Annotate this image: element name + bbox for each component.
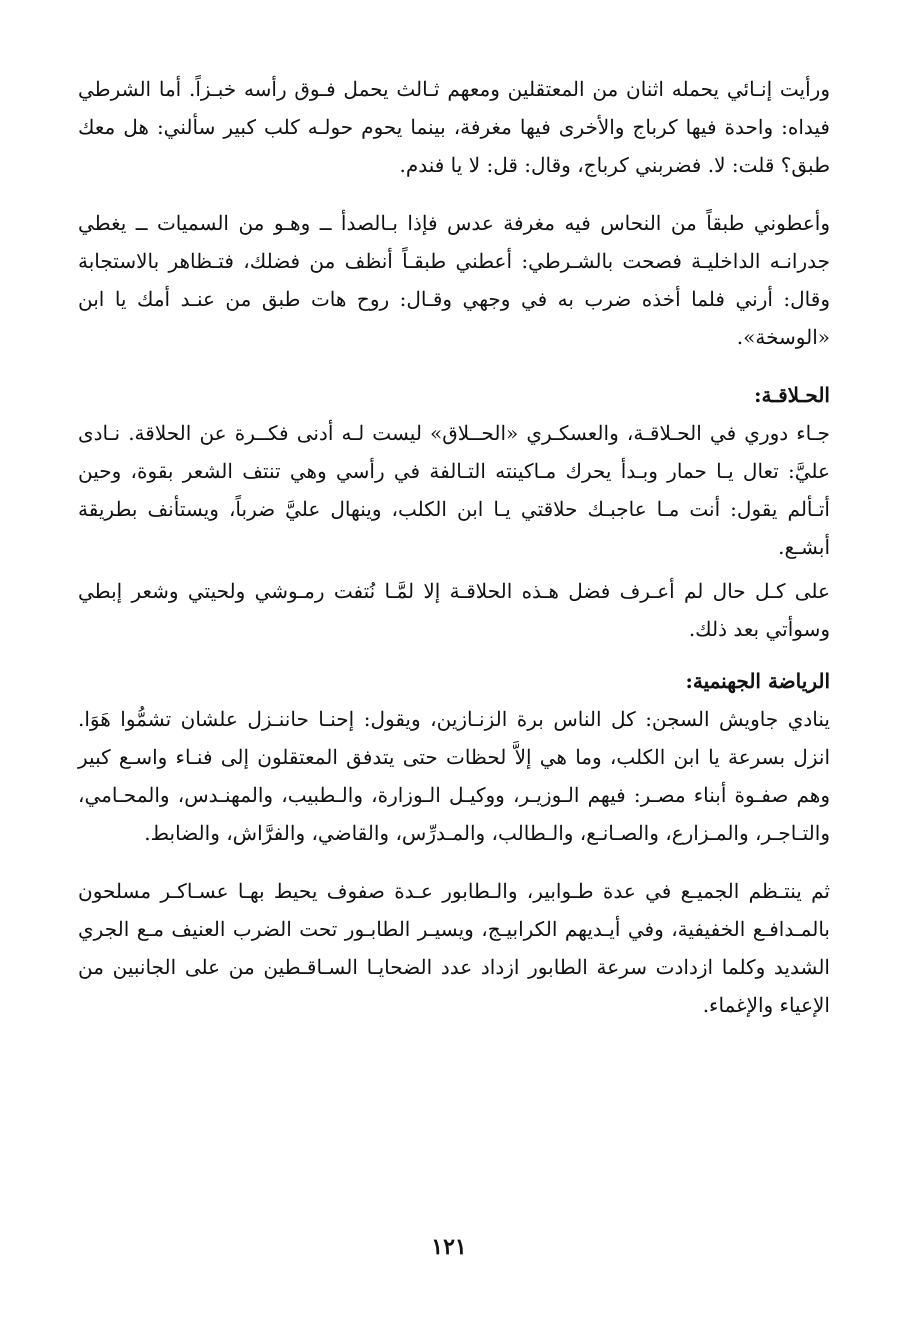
spacer xyxy=(78,852,830,872)
paragraph-haircut-benefit: على كـل حال لم أعـرف فضل هـذه الحلاقـة إلا لمَّـا نُتفت رمـوشي ولحيتي وشعر إبطي وسوأتي بعد ذلك. xyxy=(78,579,830,641)
section-heading-exercise: الرياضة الجهنمية: xyxy=(685,669,830,693)
spacer xyxy=(78,184,830,204)
page-body xyxy=(78,70,830,1024)
paragraph-exercise: ينادي جاويش السجن: كل الناس برة الزنـازين، ويقول: إحنـا حاننـزل علشان تشمُّوا هَوَا. انزل بسرعة يا ابن الكلب، وما هي إلاَّ لحظات حتى يتدفق المعتقلون إلى فنـاء واسـع كبير وهم صفـوة أبناء مصـر: فيهم الـوزيـر، ووكيـل الـوزارة، والـطبيب، والمهنـدس، والمحـامي، والتـاجـر، والمـزارع، والصـانـع، والـطالب، والمـدرِّس، والقاضي، والفرَّاش، والضابط. xyxy=(78,707,830,845)
paragraph-lentils: وأعطوني طبقاً من النحاس فيه مغرفة عدس فإذا بـالصدأ ــ وهـو من السميات ــ يغطي جدرانـه الداخليـة فصحت بالشـرطي: أعطني طبقـاً أنظف من فضلك، فتـظاهر بالاستجابة وقال: أرني فلما أخذه ضرب به في وجهي وقـال: روح هات طبق من عنـد أمك يا ابن «الوسخة». xyxy=(78,211,830,349)
spacer xyxy=(78,648,830,662)
spacer xyxy=(78,356,830,376)
section-heading-haircut: الحـلاقـة: xyxy=(754,383,830,407)
paragraph-haircut: جـاء دوري في الحـلاقـة، والعسكـري «الحــلاق» ليست لـه أدنى فكــرة عن الحلاقة. نـادى عليَّ: تعال يـا حمار وبـدأ يحرك مـاكينته التـالفة في رأسي وهي تنتف الشعر بقوة، وحين أتـألم يقول: أنت مـا عاجبـك حلاقتي يـا ابن الكلب، وينهال عليَّ ضرباً، ويستأنف بطريقة أبشـع. xyxy=(78,421,830,559)
paragraph-queue: ثم ينتـظم الجميـع في عدة طـوابير، والـطابور عـدة صفوف يحيط بهـا عسـاكـر مسلحون بالمـدافـع الخفيفية، وفي أيـديهم الكرابيـج، ويسيـر الطابـور تحت الضرب العنيف مـع الجري الشديد وكلما ازدادت سرعة الطابور ازداد عدد الضحايـا السـاقـطين من على الجانبين من الإعياء والإغماء. xyxy=(78,879,831,1017)
page-number: ١٢١ xyxy=(431,1234,467,1260)
paragraph-plates: ورأيت إنـائي يحمله اثنان من المعتقلين ومعهم ثـالث يحمل فـوق رأسه خبـزاً. أما الشرطي فيداه: واحدة فيها كرباج والأخرى فيها مغرفة، بينما يحوم حولـه كلب كبير سألني: هل معك طبق؟ قلت: لا. فضربني كرباج، وقال: قل: لا يا فندم. xyxy=(78,77,830,177)
